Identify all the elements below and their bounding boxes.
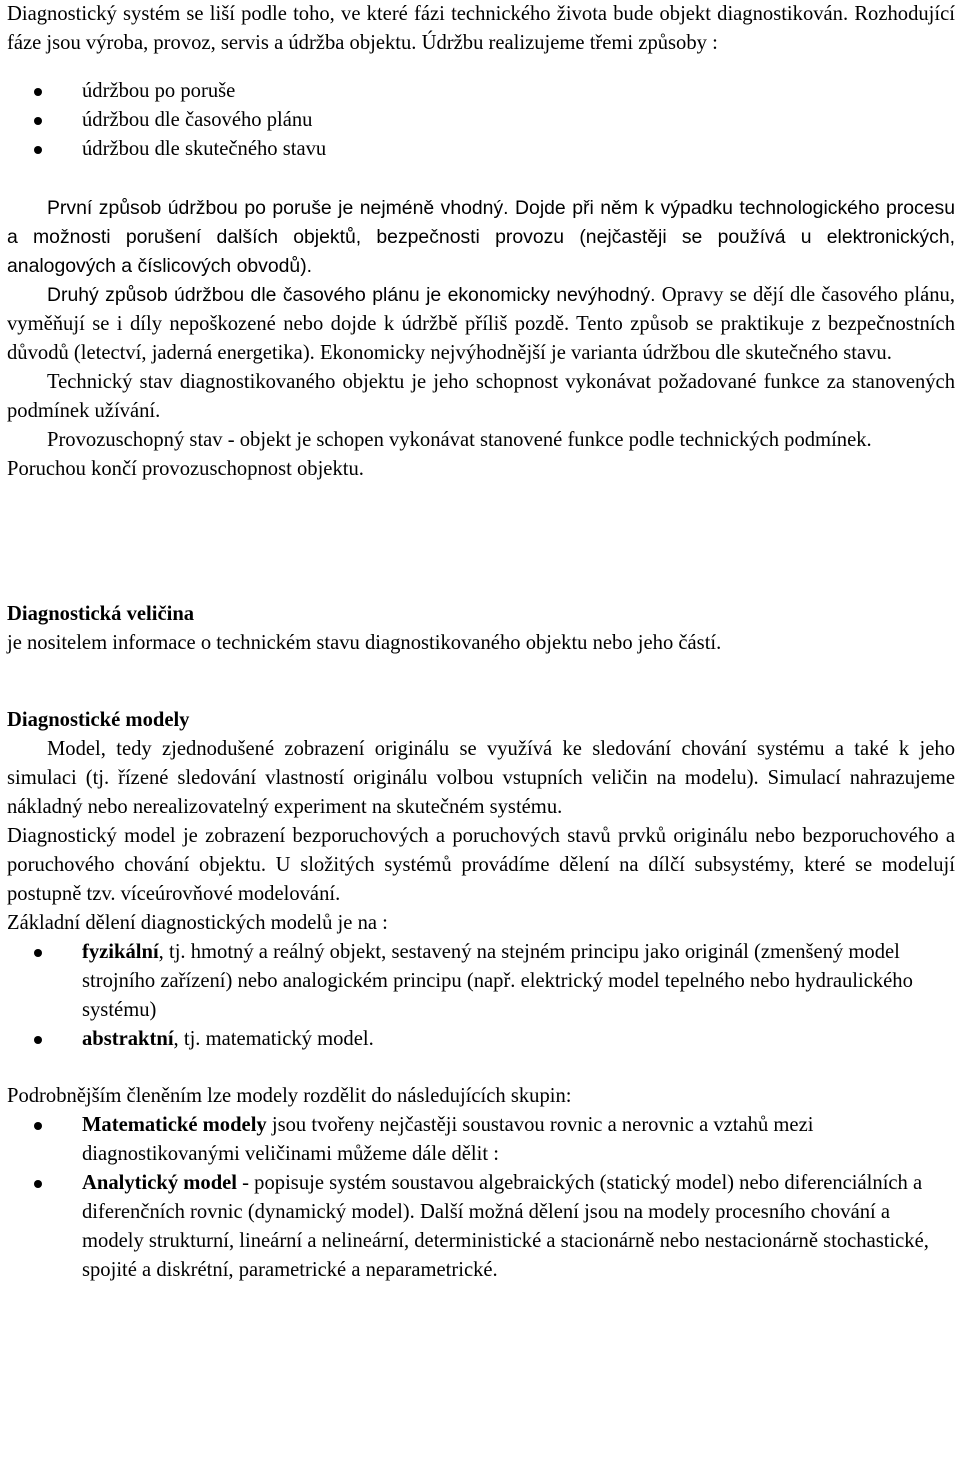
basic-division-paragraph: Základní dělení diagnostických modelů je na : [7,912,388,934]
models-intro-paragraph: Model, tedy zjednodušené zobrazení originálu se využívá ke sledování chování systému a také k jeho simulaci (tj. řízené sledování vlastností originálu volbou vstupních veličin na modelu). Simulací nahrazujeme nákladný nebo nerealizovatelný experiment na skutečném systému. [7,738,955,818]
list-item: údržbou po poruše [7,77,955,106]
list-item: Matematické modely jsou tvořeny nejčastěji soustavou rovnic a nerovnic a vztahů mezi diagnostikovanými veličinami můžeme dále dělit : [7,1111,955,1169]
bullet-icon [34,1122,42,1130]
list-item: údržbou dle skutečného stavu [7,135,955,164]
bullet-icon [34,117,42,125]
list-item: údržbou dle časového plánu [7,106,955,135]
detailed-division-paragraph: Podrobnějším členěním lze modely rozdělit do následujících skupin: [7,1085,572,1107]
model-groups-list [7,1111,955,1285]
bullet-icon [34,146,42,154]
list-item: Analytický model - popisuje systém soustavou algebraických (statický model) nebo diferenciálních a diferenčních rovnic (dynamický model). Další možná dělení jsou na modely procesního chování a modely strukturní, lineární a nelineární, deterministické a stacionárně nebo nestacionárně stochastické, spojité a diskrétní, parametrické a neparametrické. [7,1169,955,1285]
technical-state-paragraph: Technický stav diagnostikovaného objektu je jeho schopnost vykonávat požadované funkce za stanovených podmínek užívání. [7,371,955,422]
second-method-paragraph: Druhý způsob údržbou dle časového plánu je ekonomicky nevýhodný. Opravy se dějí dle časového plánu, vyměňují se i díly nepoškozené nebo dojde k údržbě příliš pozdě. Tento způsob se praktikuje z bezpečnostních důvodů (letectví, jaderná energetika). Ekonomicky nejvýhodnější je varianta údržbou dle skutečného stavu. [7,284,955,364]
list-item: abstraktní, tj. matematický model. [7,1025,955,1054]
list-item: fyzikální, tj. hmotný a reálný objekt, sestavený na stejném principu jako originál (zmenšený model strojního zařízení) nebo analogickém principu (např. elektrický model tepelného nebo hydraulického systému) [7,938,955,1025]
bullet-icon [34,88,42,96]
operable-state-paragraph: Provozuschopný stav - objekt je schopen vykonávat stanovené funkce podle technických podmínek. [47,429,872,451]
maintenance-methods-list [7,77,955,164]
bullet-icon [34,949,42,957]
quantity-heading: Diagnostická veličina [7,603,195,625]
models-heading: Diagnostické modely [7,709,190,731]
bullet-icon [34,1180,42,1188]
intro-paragraph: Diagnostický systém se liší podle toho, ve které fázi technického života bude objekt diagnostikován. Rozhodující fáze jsou výroba, provoz, servis a údržba objektu. Údržbu realizujeme třemi způsoby : [7,3,955,54]
document-page [7,0,955,1285]
diagnostic-model-paragraph: Diagnostický model je zobrazení bezporuchových a poruchových stavů prvků originálu nebo bezporuchového a poruchového chování objektu. U složitých systémů provádíme dělení na dílčí subsystémy, které se modelují postupně tzv. víceúrovňové modelování. [7,825,955,905]
first-method-paragraph: První způsob údržbou po poruše je nejméně vhodný. Dojde při něm k výpadku technologického procesu a možnosti porušení dalších objektů, bezpečnosti provozu (nejčastěji se používá u elektronických, analogových a číslicových obvodů). [7,197,955,277]
quantity-text: je nositelem informace o technickém stavu diagnostikovaného objektu nebo jeho částí. [7,632,722,654]
bullet-icon [34,1036,42,1044]
basic-models-list [7,938,955,1054]
failure-paragraph: Poruchou končí provozuschopnost objektu. [7,458,364,480]
